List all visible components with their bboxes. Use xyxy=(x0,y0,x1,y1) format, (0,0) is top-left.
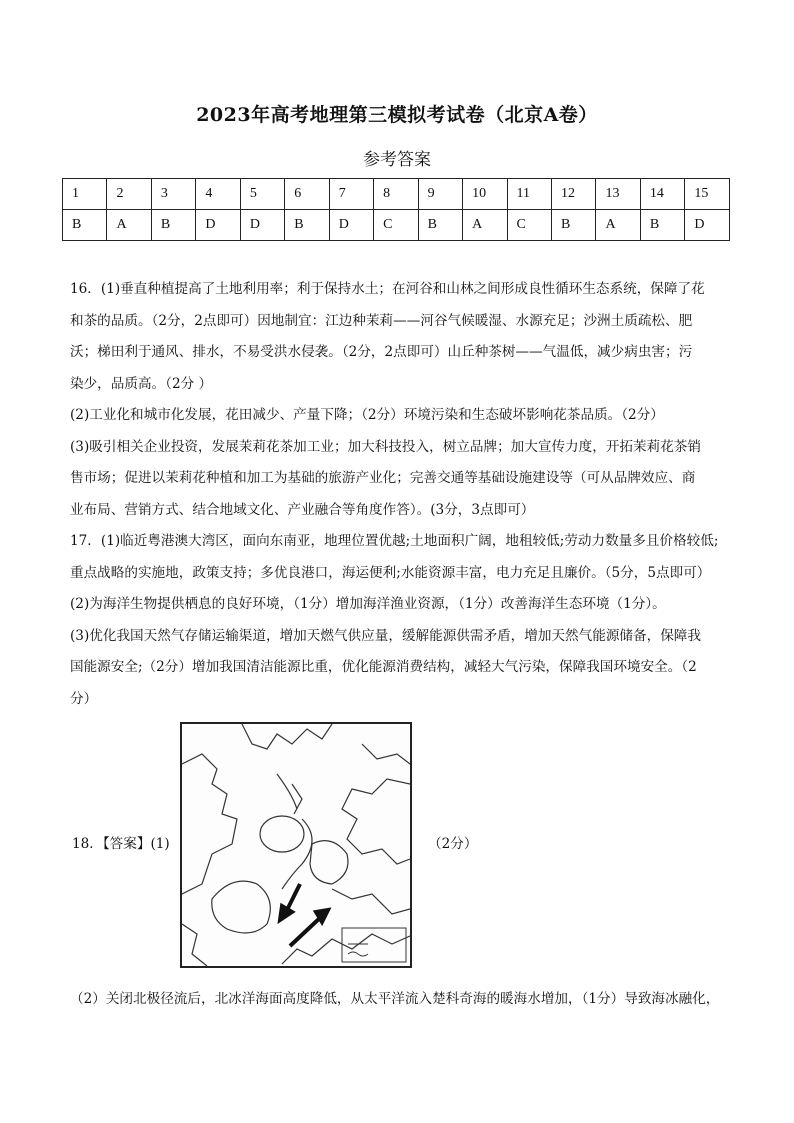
answer-cell: A xyxy=(463,210,507,241)
answer-line: 售市场；促进以茉莉花种植和加工为基础的旅游产业化；完善交通等基础设施建设等（可从品牌效应、商 xyxy=(70,470,696,486)
question-16-answer xyxy=(70,274,730,526)
answer-line: (2)工业化和城市化发展，花田减少、产量下降；（2分）环境污染和生态破坏影响花茶品质。（2分） xyxy=(70,407,664,423)
answer-line: (2)为海洋生物提供栖息的良好环境，（1分）增加海洋渔业资源，（1分）改善海洋生态环境（1分）。 xyxy=(70,596,666,612)
question-18-part2-line: （2）关闭北极径流后，北冰洋海面高度降低，从太平洋流入楚科奇海的暖海水增加，（1分）导致海冰融化， xyxy=(70,991,720,1007)
answer-line: 重点战略的实施地，政策支持；多优良港口，海运便利;水能资源丰富，电力充足且廉价。（5分，5点即可） xyxy=(70,564,711,581)
question-number-row xyxy=(63,179,730,210)
document-title: 2023年高考地理第三模拟考试卷（北京A卷） xyxy=(196,104,598,126)
answer-cell: B xyxy=(63,210,107,241)
question-number: 5 xyxy=(240,179,284,210)
answer-cell: B xyxy=(640,210,684,241)
question-18-label: 18．【答案】(1) xyxy=(72,836,170,852)
question-number: 7 xyxy=(329,179,373,210)
question-number: 2 xyxy=(107,179,151,210)
answer-line: 染少，品质高。（2分 ） xyxy=(70,375,213,392)
answer-key-heading: 参考答案 xyxy=(363,150,431,170)
answer-cell: A xyxy=(107,210,151,241)
answer-line: 国能源安全;（2分）增加我国清洁能源比重，优化能源消费结构，减轻大气污染，保障我国环境安全。（2 xyxy=(70,659,697,675)
answer-cell: B xyxy=(151,210,195,241)
question-number: 15 xyxy=(685,179,730,210)
answer-cell: A xyxy=(596,210,640,241)
question-number: 6 xyxy=(285,179,329,210)
question-17-answer xyxy=(70,526,730,715)
question-number: 14 xyxy=(640,179,684,210)
question-number: 8 xyxy=(374,179,418,210)
answer-cell: B xyxy=(551,210,595,241)
answer-line: 分） xyxy=(70,690,98,707)
answer-line: 业布局、营销方式、结合地域文化、产业融合等角度作答）。(3分，3点即可） xyxy=(70,501,535,518)
answer-table xyxy=(62,178,730,241)
question-number: 11 xyxy=(507,179,551,210)
answer-line: (3)优化我国天然气存储运输渠道，增加天燃气供应量，缓解能源供需矛盾，增加天然气能源储备，保障我 xyxy=(70,627,701,644)
answer-cell: D xyxy=(240,210,284,241)
answer-cell: D xyxy=(329,210,373,241)
question-number: 13 xyxy=(596,179,640,210)
arctic-map-drawing xyxy=(182,724,410,966)
question-number: 12 xyxy=(551,179,595,210)
question-number: 3 xyxy=(151,179,195,210)
answer-line: 沃；梯田利于通风、排水，不易受洪水侵袭。（2分，2点即可）山丘种茶树——气温低，减少病虫害；污 xyxy=(70,344,693,360)
answer-line: 17．(1)临近粤港澳大湾区，面向东南亚，地理位置优越;土地面积广阔，地租较低;劳动力数量多且价格较低; xyxy=(70,533,719,549)
question-number: 9 xyxy=(418,179,462,210)
question-number: 10 xyxy=(463,179,507,210)
answer-row xyxy=(63,210,730,241)
question-18-score: （2分） xyxy=(428,836,478,852)
arctic-current-map xyxy=(180,722,412,968)
answer-cell: C xyxy=(374,210,418,241)
answer-cell: D xyxy=(685,210,730,241)
question-18-answer xyxy=(72,722,732,970)
answer-line: 和茶的品质。（2分，2点即可）因地制宜：江边种茉莉——河谷气候暖湿、水源充足；沙洲土质疏松、肥 xyxy=(70,312,693,329)
answer-cell: D xyxy=(196,210,240,241)
answer-cell: C xyxy=(507,210,551,241)
answer-cell: B xyxy=(285,210,329,241)
question-number: 1 xyxy=(63,179,107,210)
answer-line: 16．(1)垂直种植提高了土地利用率；利于保持水土；在河谷和山林之间形成良性循环生态系统，保障了花 xyxy=(70,281,705,297)
answer-line: (3)吸引相关企业投资，发展茉莉花茶加工业；加大科技投入，树立品牌；加大宣传力度，开拓茉莉花茶销 xyxy=(70,438,701,455)
answer-cell: B xyxy=(418,210,462,241)
question-number: 4 xyxy=(196,179,240,210)
